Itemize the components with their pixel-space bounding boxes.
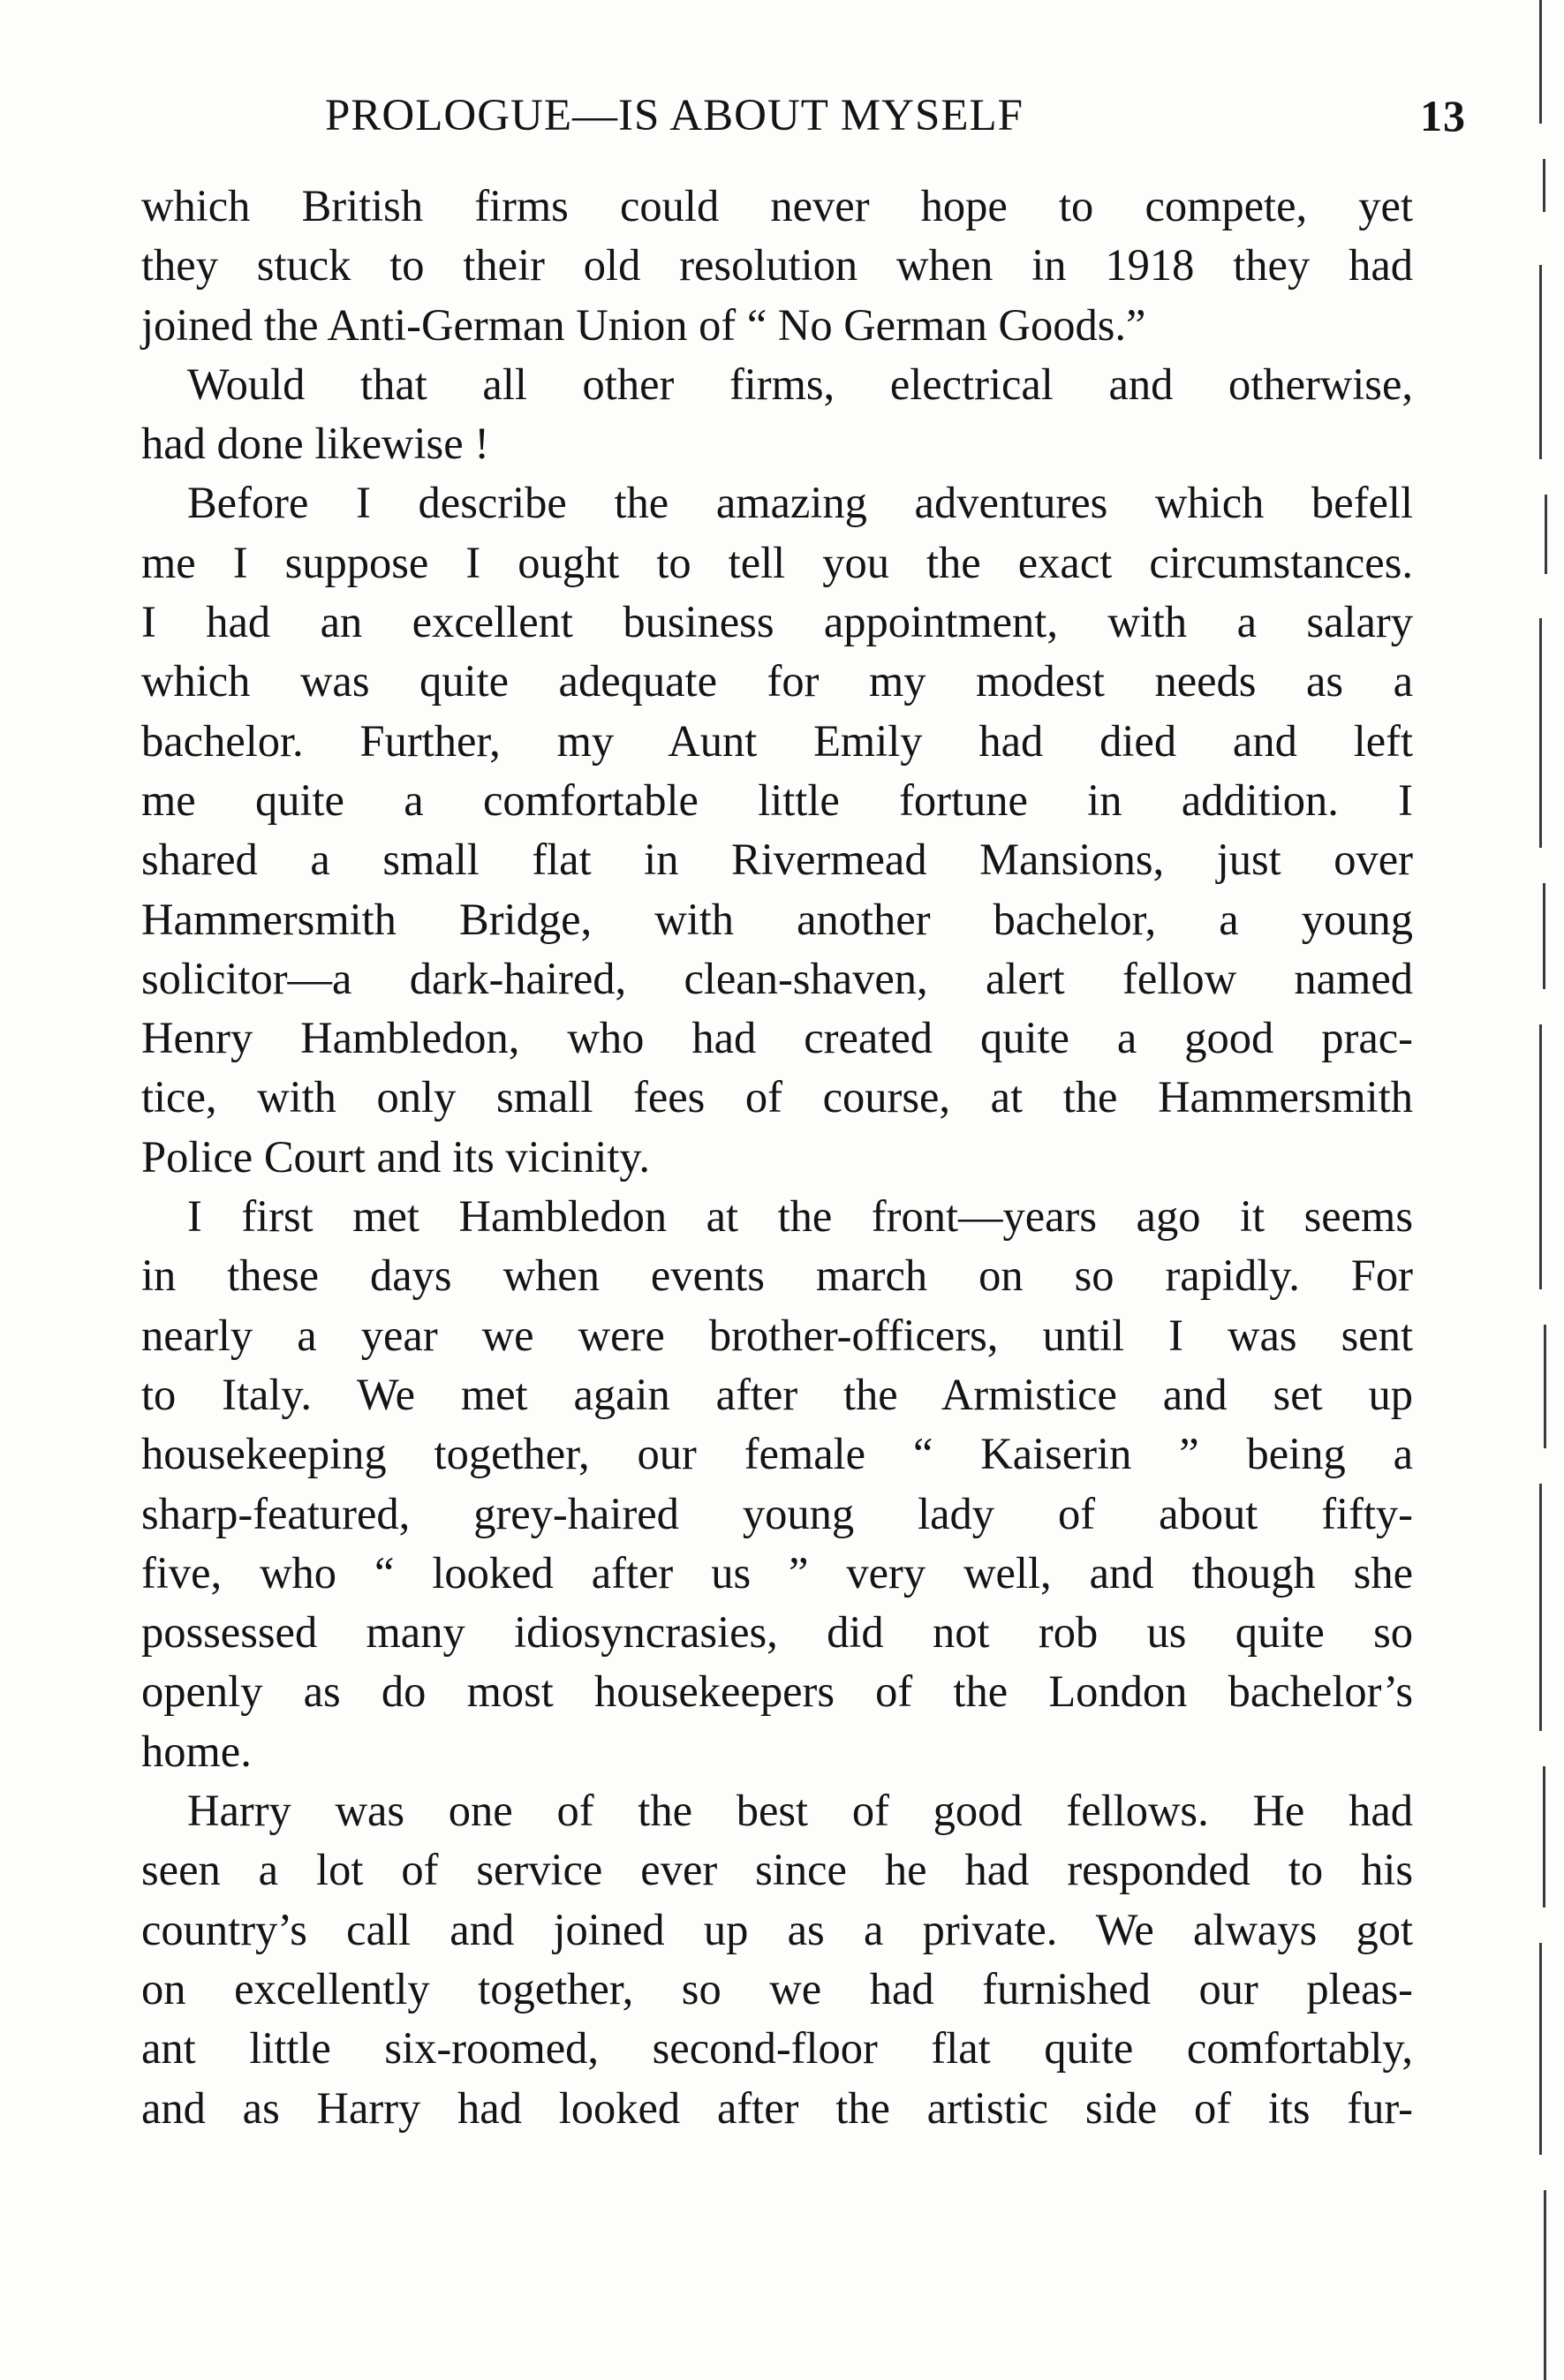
text-line: which British firms could never hope to compete, yet: [141, 181, 1413, 230]
text-line: which was quite adequate for my modest needs as a: [141, 656, 1413, 706]
text-line: ant little six-roomed, second-floor flat quite comfortably,: [141, 2023, 1413, 2074]
text-line: tice, with only small fees of course, at the Hammersmith: [141, 1072, 1413, 1122]
text-line: Before I describe the amazing adventures which befell: [187, 478, 1413, 528]
text-line: home.: [141, 1726, 252, 1776]
text-line: they stuck to their old resolution when in 1918 they had: [141, 240, 1413, 291]
text-line: housekeeping together, our female “ Kaiserin ” being a: [141, 1429, 1413, 1479]
text-line: me I suppose I ought to tell you the exact circumstances.: [141, 537, 1413, 587]
text-line: me quite a comfortable little fortune in addition. I: [141, 774, 1413, 825]
text-line: nearly a year we were brother-officers, until I was sent: [141, 1310, 1413, 1360]
text-line: in these days when events march on so rapidly. For: [141, 1250, 1413, 1301]
text-line: five, who “ looked after us ” very well, and though she: [141, 1547, 1413, 1598]
page-number: 13: [1420, 91, 1466, 140]
text-line: openly as do most housekeepers of the London bachelor’s: [141, 1666, 1413, 1717]
chapter-title: PROLOGUE—IS ABOUT MYSELF: [325, 91, 1024, 140]
text-line: Police Court and its vicinity.: [141, 1131, 651, 1182]
body-text: [141, 177, 1413, 2138]
text-line: to Italy. We met again after the Armistice and set up: [141, 1369, 1413, 1419]
text-line: I had an excellent business appointment, with a salary: [141, 597, 1413, 647]
text-line: joined the Anti-German Union of “ No German Goods.”: [141, 299, 1146, 350]
text-line: and as Harry had looked after the artistic side of its fur-: [141, 2082, 1413, 2133]
text-line: Henry Hambledon, who had created quite a good prac-: [141, 1013, 1413, 1063]
text-line: solicitor—a dark-haired, clean-shaven, alert fellow named: [141, 953, 1413, 1003]
running-header: [106, 81, 1466, 170]
page-binding-edge: [1532, 0, 1564, 2380]
text-line: shared a small flat in Rivermead Mansions, just over: [141, 835, 1413, 885]
text-line: on excellently together, so we had furnished our pleas-: [141, 1963, 1413, 2014]
text-line: I first met Hambledon at the front—years ago it seems: [187, 1191, 1413, 1242]
text-line: Would that all other firms, electrical and otherwise,: [187, 359, 1413, 409]
text-line: Harry was one of the best of good fellows. He had: [187, 1786, 1413, 1836]
text-line: Hammersmith Bridge, with another bachelor, a young: [141, 894, 1413, 944]
text-line: bachelor. Further, my Aunt Emily had died and left: [141, 715, 1413, 766]
text-line: had done likewise !: [141, 419, 490, 469]
text-line: country’s call and joined up as a private. We always got: [141, 1904, 1413, 1954]
text-line: sharp-featured, grey-haired young lady of about fifty-: [141, 1488, 1413, 1538]
text-line: possessed many idiosyncrasies, did not rob us quite so: [141, 1607, 1413, 1658]
text-line: seen a lot of service ever since he had responded to his: [141, 1845, 1413, 1895]
